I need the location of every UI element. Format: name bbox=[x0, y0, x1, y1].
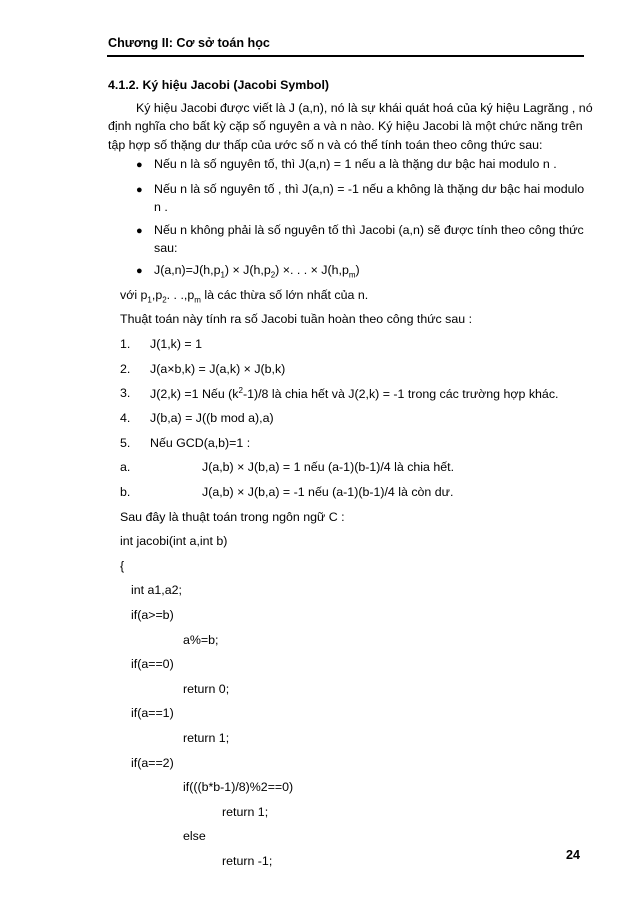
bullet-item-4-formula: $J(a,n)=J(h,p_1) \times J(h,p_2)$ ×. . . × $J(h,p_m)$ bbox=[154, 263, 360, 280]
bullet-item-2-line-1: Nếu n là số nguyên tố , thì J(a,n) = -1 nếu a không là thặng dư bậc hai modulo bbox=[154, 182, 585, 196]
running-header: Chương II: Cơ sở toán học bbox=[108, 36, 270, 50]
bullet-item-3-line-1: Nếu n không phải là số nguyên tố thì Jacobi (a,n) sẽ được tính theo công thức bbox=[154, 223, 584, 237]
bullet-dot: ● bbox=[136, 225, 143, 237]
bullet-dot: ● bbox=[136, 184, 143, 196]
bullet-item-1: Nếu n là số nguyên tố, thì J(a,n) = 1 nếu a là thặng dư bậc hai modulo n . bbox=[154, 157, 557, 171]
intro-line-3: tập hợp số thặng dư thấp của ước số n và có thể tính toán theo công thức sau: bbox=[108, 138, 543, 152]
header-rule bbox=[107, 55, 584, 57]
rule-number: 5. bbox=[120, 436, 131, 450]
rule-4: J(b,a) = J((b mod a),a) bbox=[150, 411, 274, 425]
rule-number: 4. bbox=[120, 411, 131, 425]
rule-2: J(a×b,k) = J(a,k) × J(b,k) bbox=[150, 362, 286, 376]
code-line: return -1; bbox=[222, 854, 273, 868]
code-line: if(a==0) bbox=[131, 657, 174, 671]
page-number: 24 bbox=[566, 848, 581, 862]
code-intro: Sau đây là thuật toán trong ngôn ngữ C : bbox=[120, 510, 345, 524]
rule-letter: b. bbox=[120, 485, 131, 499]
rule-number: 1. bbox=[120, 337, 131, 351]
factors-line: với $p_1,p_2$. . $.,p_m$ là các thừa số lớn nhất của n. bbox=[120, 288, 369, 305]
rule-5b: J(a,b) × J(b,a) = -1 nếu (a-1)(b-1)/4 là còn dư. bbox=[202, 485, 454, 499]
code-line: return 0; bbox=[183, 682, 230, 696]
rule-5a: J(a,b) × J(b,a) = 1 nếu (a-1)(b-1)/4 là chia hết. bbox=[202, 460, 455, 474]
code-line: if(a==2) bbox=[131, 756, 174, 770]
bullet-dot: ● bbox=[136, 159, 143, 171]
code-line: a%=b; bbox=[183, 633, 219, 647]
rule-number: 3. bbox=[120, 386, 131, 400]
rule-1: J(1,k) = 1 bbox=[150, 337, 202, 351]
bullet-item-3-line-2: sau: bbox=[154, 241, 178, 255]
rule-5: Nếu GCD(a,b)=1 : bbox=[150, 436, 251, 450]
code-line: else bbox=[183, 829, 206, 843]
intro-line-2: định nghĩa cho bất kỳ cặp số nguyên a và n nào. Ký hiệu Jacobi là một chức năng trên bbox=[108, 119, 583, 133]
code-line: return 1; bbox=[222, 805, 269, 819]
rule-3: J(2,k) =1 Nếu $(k^2-1)/8$ là chia hết và J(2,k) = -1 trong các trường hợp khác. bbox=[150, 386, 559, 402]
intro-line-1: Ký hiệu Jacobi được viết là J (a,n), nó là sự khái quát hoá của ký hiệu Lagrăng , nó bbox=[136, 101, 593, 115]
code-line: return 1; bbox=[183, 731, 230, 745]
code-line: if(a==1) bbox=[131, 706, 174, 720]
bullet-item-2-line-2: n . bbox=[154, 200, 168, 214]
code-line: int a1,a2; bbox=[131, 583, 182, 597]
code-line: if(a>=b) bbox=[131, 608, 174, 622]
code-line: { bbox=[120, 559, 125, 573]
bullet-dot: ● bbox=[136, 265, 143, 277]
code-line: int jacobi(int a,int b) bbox=[120, 534, 228, 548]
rule-letter: a. bbox=[120, 460, 131, 474]
algorithm-intro: Thuật toán này tính ra số Jacobi tuần hoàn theo công thức sau : bbox=[120, 312, 473, 326]
code-line: if(((b*b-1)/8)%2==0) bbox=[183, 780, 294, 794]
section-title: 4.1.2. Ký hiệu Jacobi (Jacobi Symbol) bbox=[108, 78, 330, 92]
rule-number: 2. bbox=[120, 362, 131, 376]
